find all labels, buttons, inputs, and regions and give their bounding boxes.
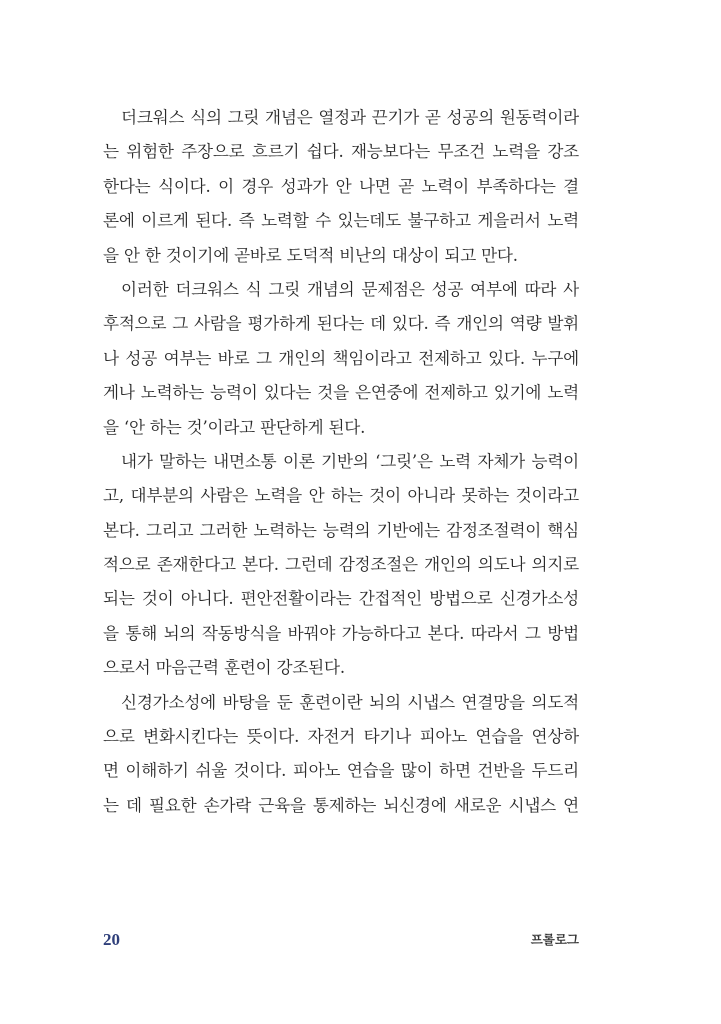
text-line: 을 ‘안 하는 것’이라고 판단하게 된다.	[103, 417, 366, 437]
text-line: 는 데 필요한 손가락 근육을 통제하는 뇌신경에 새로운 시냅스 연	[103, 795, 579, 815]
text-line: 게나 노력하는 능력이 있다는 것을 은연중에 전제하고 있기에 노력	[103, 383, 579, 403]
paragraph-1	[103, 101, 579, 273]
page-number: 20	[103, 930, 120, 949]
text-line: 이러한 더크워스 식 그릿 개념의 문제점은 성공 여부에 따라 사	[121, 279, 579, 299]
text-line: 신경가소성에 바탕을 둔 훈련이란 뇌의 시냅스 연결망을 의도적	[121, 692, 579, 712]
text-line: 되는 것이 아니다. 편안전활이라는 간접적인 방법으로 신경가소성	[103, 589, 579, 609]
running-title: 프롤로그	[530, 932, 579, 947]
text-line: 내가 말하는 내면소통 이론 기반의 ‘그릿’은 노력 자체가 능력이	[121, 451, 579, 471]
text-line: 으로서 마음근력 훈련이 강조된다.	[103, 658, 345, 678]
text-line: 으로 변화시킨다는 뜻이다. 자전거 타기나 피아노 연습을 연상하	[103, 727, 579, 747]
text-line: 을 안 한 것이기에 곧바로 도덕적 비난의 대상이 되고 만다.	[103, 245, 518, 265]
paragraph-2	[103, 273, 579, 445]
text-line: 면 이해하기 쉬울 것이다. 피아노 연습을 많이 하면 건반을 두드리	[103, 761, 579, 781]
text-line: 론에 이르게 된다. 즉 노력할 수 있는데도 불구하고 게을러서 노력	[103, 211, 579, 231]
body-text	[103, 101, 579, 823]
text-line: 고, 대부분의 사람은 노력을 안 하는 것이 아니라 못하는 것이라고	[103, 486, 579, 506]
text-line: 는 위험한 주장으로 흐르기 쉽다. 재능보다는 무조건 노력을 강조	[103, 142, 579, 162]
page-footer	[103, 928, 579, 952]
text-line: 나 성공 여부는 바로 그 개인의 책임이라고 전제하고 있다. 누구에	[103, 348, 579, 368]
paragraph-4	[103, 686, 579, 824]
text-line: 을 통해 뇌의 작동방식을 바꿔야 가능하다고 본다. 따라서 그 방법	[103, 623, 579, 643]
paragraph-3	[103, 445, 579, 686]
text-line: 더크워스 식의 그릿 개념은 열정과 끈기가 곧 성공의 원동력이라	[121, 108, 579, 127]
text-line: 한다는 식이다. 이 경우 성과가 안 나면 곧 노력이 부족하다는 결	[103, 176, 579, 196]
text-line: 후적으로 그 사람을 평가하게 된다는 데 있다. 즉 개인의 역량 발휘	[103, 314, 579, 334]
text-line: 본다. 그리고 그러한 노력하는 능력의 기반에는 감정조절력이 핵심	[103, 520, 579, 540]
text-line: 적으로 존재한다고 본다. 그런데 감정조절은 개인의 의도나 의지로	[103, 555, 579, 575]
